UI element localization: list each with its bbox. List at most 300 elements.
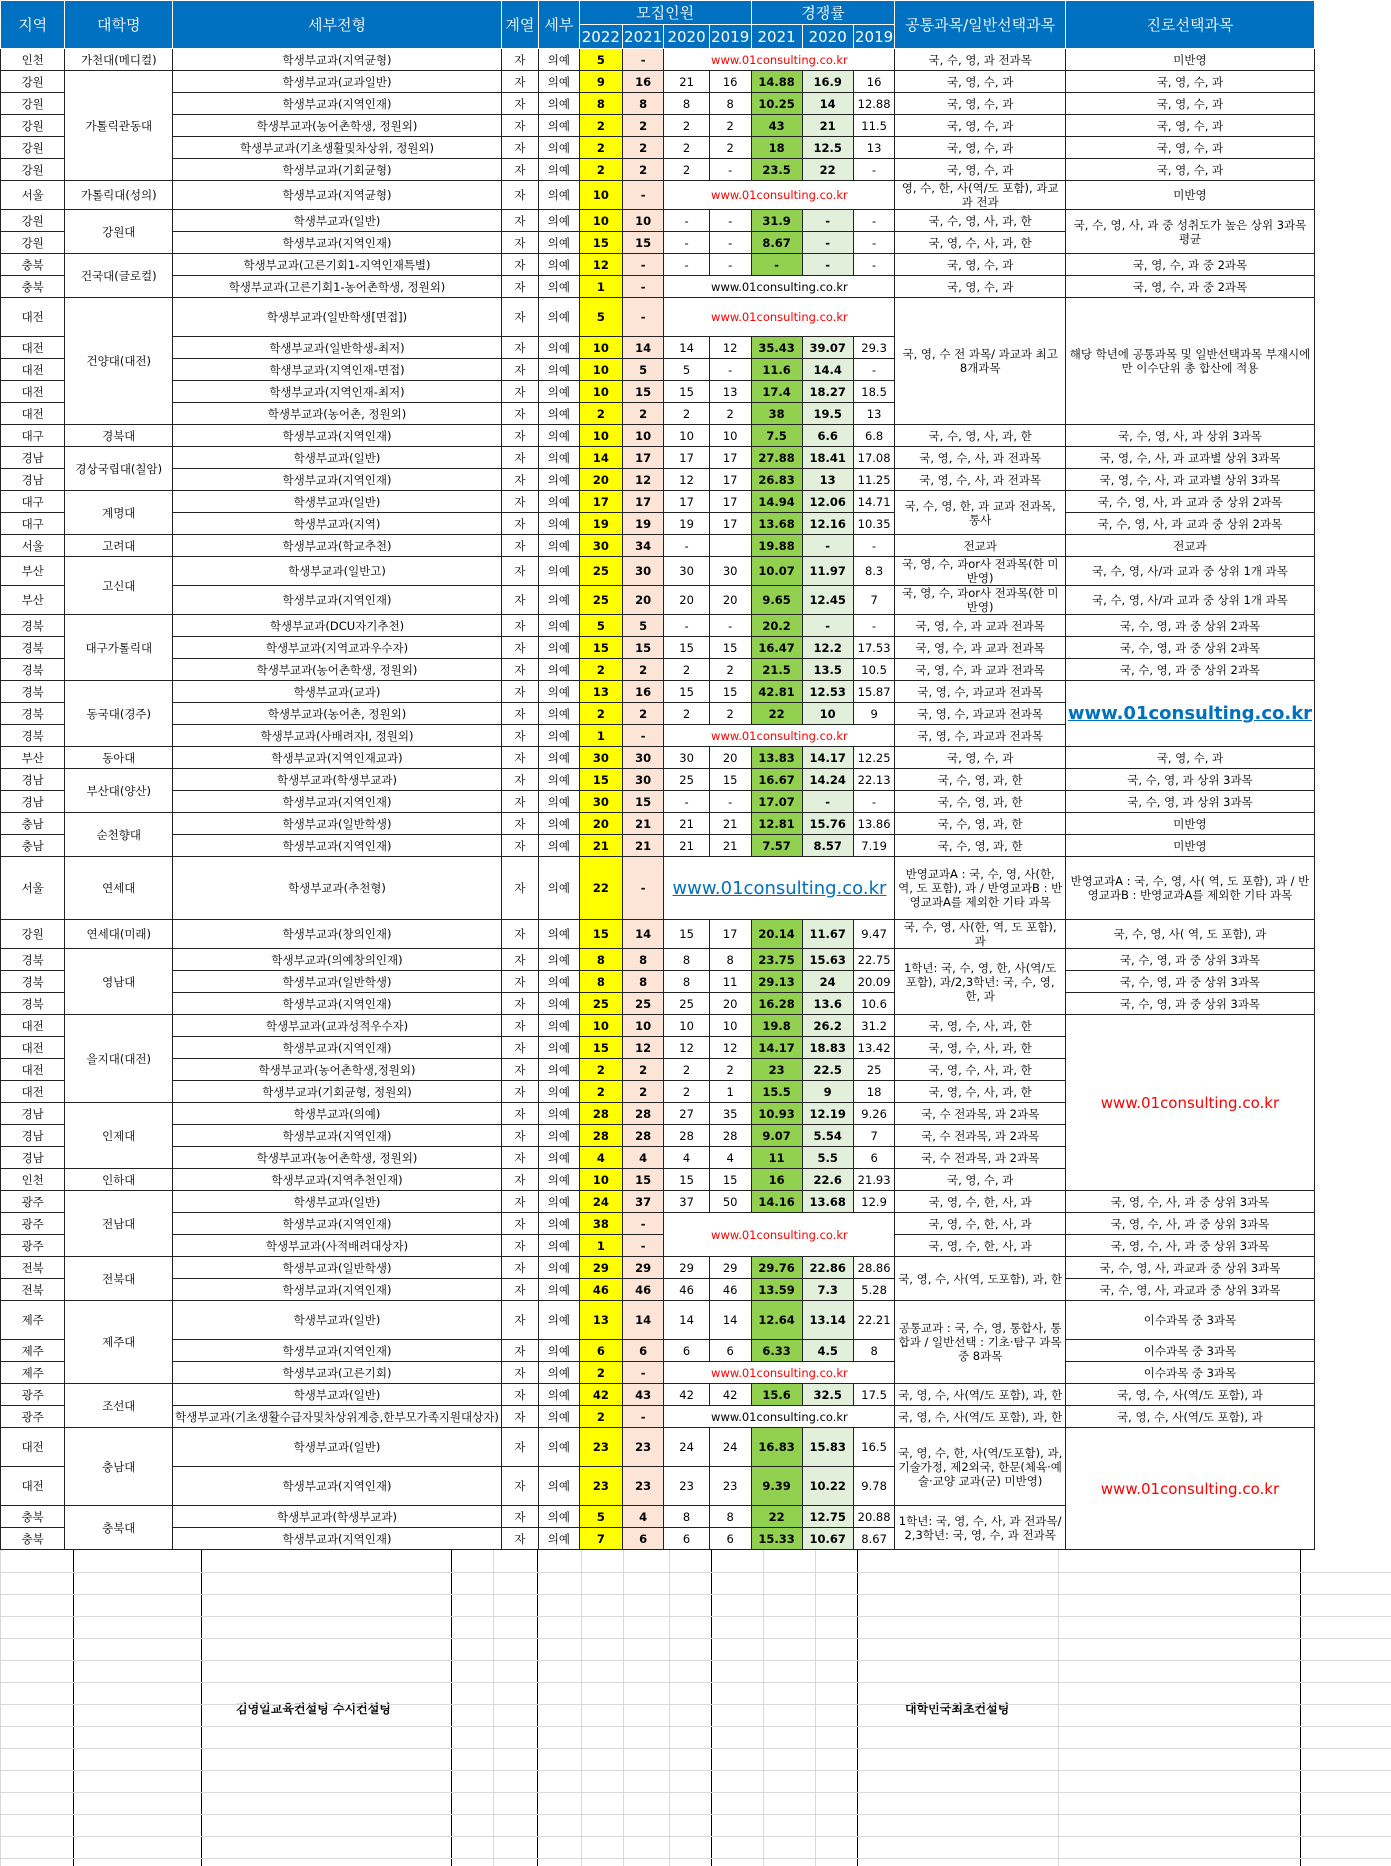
sub-cell[interactable]: 의예 xyxy=(538,1235,579,1257)
quota-2020-cell[interactable]: 21 xyxy=(664,835,709,857)
comp-2019-cell[interactable]: 16.5 xyxy=(853,1428,895,1467)
sub-cell[interactable]: 의예 xyxy=(538,137,579,159)
region-cell[interactable]: 광주 xyxy=(1,1384,65,1406)
comp-2021-cell[interactable]: 10.25 xyxy=(751,93,802,115)
quota-2020-cell[interactable]: 4 xyxy=(664,1147,709,1169)
detail-cell[interactable]: 학생부교과(사배려자Ⅰ, 정원외) xyxy=(173,725,502,747)
track-cell[interactable]: 자 xyxy=(501,659,538,681)
quota-2021-cell[interactable]: 6 xyxy=(622,1528,663,1550)
region-cell[interactable]: 대전 xyxy=(1,1037,65,1059)
quota-2021-cell[interactable]: 5 xyxy=(622,615,663,637)
comp-2019-cell[interactable]: 28.86 xyxy=(853,1257,895,1279)
sub-cell[interactable]: 의예 xyxy=(538,337,579,359)
comp-2019-cell[interactable]: 9 xyxy=(853,703,895,725)
quota-2021-cell[interactable]: 4 xyxy=(622,1147,663,1169)
region-cell[interactable]: 경남 xyxy=(1,447,65,469)
track-cell[interactable]: 자 xyxy=(501,1059,538,1081)
quota-2020-cell[interactable]: - xyxy=(664,210,709,232)
comp-2019-cell[interactable]: - xyxy=(853,232,895,254)
quota-2020-cell[interactable]: 2 xyxy=(664,403,709,425)
career-subject-cell[interactable]: 국, 영, 수, 과 xyxy=(1065,137,1314,159)
detail-cell[interactable]: 학생부교과(일반학생[면접]) xyxy=(173,298,502,337)
detail-cell[interactable]: 학생부교과(학생부교과) xyxy=(173,1506,502,1528)
quota-2021-cell[interactable]: 23 xyxy=(622,1428,663,1467)
common-subject-cell[interactable]: 국, 영, 수, 사(역, 도포함), 과, 한 xyxy=(895,1257,1065,1301)
quota-2020-cell[interactable]: 12 xyxy=(664,469,709,491)
comp-2019-cell[interactable]: 9.78 xyxy=(853,1467,895,1506)
comp-2020-cell[interactable]: 13.68 xyxy=(802,1191,853,1213)
detail-cell[interactable]: 학생부교과(교과) xyxy=(173,681,502,703)
region-cell[interactable]: 제주 xyxy=(1,1340,65,1362)
quota-2022-cell[interactable]: 10 xyxy=(579,210,622,232)
quota-2021-cell[interactable]: 14 xyxy=(622,920,663,949)
comp-2021-cell[interactable]: 14.94 xyxy=(751,491,802,513)
detail-cell[interactable]: 학생부교과(창의인재) xyxy=(173,920,502,949)
comp-2019-cell[interactable]: 21.93 xyxy=(853,1169,895,1191)
quota-2022-cell[interactable]: 30 xyxy=(579,747,622,769)
comp-2019-cell[interactable]: 12.9 xyxy=(853,1191,895,1213)
region-cell[interactable]: 전북 xyxy=(1,1257,65,1279)
univ-cell[interactable]: 동아대 xyxy=(65,747,173,769)
quota-2020-cell[interactable]: 14 xyxy=(664,1301,709,1340)
track-cell[interactable]: 자 xyxy=(501,1301,538,1340)
quota-2022-cell[interactable]: 9 xyxy=(579,71,622,93)
common-subject-cell[interactable]: 국, 수, 영, 과, 한 xyxy=(895,835,1065,857)
detail-cell[interactable]: 학생부교과(지역인재) xyxy=(173,586,502,615)
detail-cell[interactable]: 학생부교과(교과성적우수자) xyxy=(173,1015,502,1037)
comp-2019-cell[interactable]: 18 xyxy=(853,1081,895,1103)
track-cell[interactable]: 자 xyxy=(501,276,538,298)
comp-2019-cell[interactable]: 9.26 xyxy=(853,1103,895,1125)
track-cell[interactable]: 자 xyxy=(501,1125,538,1147)
quota-2020-cell[interactable]: 2 xyxy=(664,137,709,159)
quota-2020-cell[interactable]: 15 xyxy=(664,681,709,703)
sub-cell[interactable]: 의예 xyxy=(538,813,579,835)
quota-2021-cell[interactable]: 8 xyxy=(622,949,663,971)
quota-2019-cell[interactable]: 2 xyxy=(709,703,751,725)
region-cell[interactable]: 충북 xyxy=(1,1528,65,1550)
quota-2022-cell[interactable]: 10 xyxy=(579,181,622,210)
career-subject-cell[interactable]: 국, 수, 영, 사, 과교과 중 상위 3과목 xyxy=(1065,1257,1314,1279)
region-cell[interactable]: 대전 xyxy=(1,1081,65,1103)
comp-2020-cell[interactable]: 10.67 xyxy=(802,1528,853,1550)
quota-2021-cell[interactable]: 25 xyxy=(622,993,663,1015)
quota-2022-cell[interactable]: 46 xyxy=(579,1279,622,1301)
comp-2020-cell[interactable]: 22 xyxy=(802,159,853,181)
region-cell[interactable]: 충북 xyxy=(1,254,65,276)
career-subject-cell[interactable]: 미반영 xyxy=(1065,813,1314,835)
quota-2019-cell[interactable]: - xyxy=(709,791,751,813)
detail-cell[interactable]: 학생부교과(지역균형) xyxy=(173,181,502,210)
quota-2019-cell[interactable]: 2 xyxy=(709,137,751,159)
detail-cell[interactable]: 학생부교과(농어촌학생, 정원외) xyxy=(173,659,502,681)
sub-cell[interactable]: 의예 xyxy=(538,1213,579,1235)
quota-2021-cell[interactable]: - xyxy=(622,49,663,71)
detail-cell[interactable]: 학생부교과(지역인재) xyxy=(173,1279,502,1301)
quota-2021-cell[interactable]: 30 xyxy=(622,769,663,791)
comp-2021-cell[interactable]: 20.14 xyxy=(751,920,802,949)
quota-2022-cell[interactable]: 10 xyxy=(579,337,622,359)
career-subject-cell[interactable]: 국, 수, 영, 과 중 상위 2과목 xyxy=(1065,615,1314,637)
track-cell[interactable]: 자 xyxy=(501,1362,538,1384)
career-subject-cell[interactable]: 국, 영, 수, 과 xyxy=(1065,159,1314,181)
univ-cell[interactable]: 영남대 xyxy=(65,949,173,1015)
detail-cell[interactable]: 학생부교과(일반학생) xyxy=(173,813,502,835)
quota-2022-cell[interactable]: 25 xyxy=(579,586,622,615)
quota-2020-cell[interactable]: 12 xyxy=(664,1037,709,1059)
comp-2019-cell[interactable]: 25 xyxy=(853,1059,895,1081)
univ-cell[interactable]: 고려대 xyxy=(65,535,173,557)
quota-2020-cell[interactable]: 8 xyxy=(664,949,709,971)
detail-cell[interactable]: 학생부교과(지역교과우수자) xyxy=(173,637,502,659)
sub-cell[interactable]: 의예 xyxy=(538,1257,579,1279)
quota-2020-cell[interactable]: 42 xyxy=(664,1384,709,1406)
quota-2019-cell[interactable]: 17 xyxy=(709,447,751,469)
quota-2022-cell[interactable]: 19 xyxy=(579,513,622,535)
region-cell[interactable]: 대전 xyxy=(1,381,65,403)
quota-2019-cell[interactable]: 46 xyxy=(709,1279,751,1301)
quota-2020-cell[interactable]: 6 xyxy=(664,1340,709,1362)
univ-cell[interactable]: 계명대 xyxy=(65,491,173,535)
comp-2019-cell[interactable]: 7 xyxy=(853,1125,895,1147)
quota-2021-cell[interactable]: 20 xyxy=(622,586,663,615)
sub-cell[interactable]: 의예 xyxy=(538,920,579,949)
univ-cell[interactable]: 제주대 xyxy=(65,1301,173,1384)
detail-cell[interactable]: 학생부교과(지역인재) xyxy=(173,791,502,813)
quota-2021-cell[interactable]: 2 xyxy=(622,159,663,181)
career-subject-cell[interactable]: 국, 수, 영, 과 중 상위 3과목 xyxy=(1065,949,1314,971)
career-subject-cell[interactable]: 국, 영, 수, 과 xyxy=(1065,115,1314,137)
sub-cell[interactable]: 의예 xyxy=(538,835,579,857)
detail-cell[interactable]: 학생부교과(지역인재) xyxy=(173,1340,502,1362)
track-cell[interactable]: 자 xyxy=(501,1384,538,1406)
sub-cell[interactable]: 의예 xyxy=(538,659,579,681)
quota-2019-cell[interactable] xyxy=(709,535,751,557)
track-cell[interactable]: 자 xyxy=(501,115,538,137)
career-subject-cell[interactable]: 국, 영, 수, 사(역/도 포함), 과 xyxy=(1065,1406,1314,1428)
comp-2019-cell[interactable]: - xyxy=(853,535,895,557)
watermark-link[interactable]: www.01consulting.co.kr xyxy=(664,725,895,747)
career-subject-cell[interactable]: 미반영 xyxy=(1065,181,1314,210)
quota-2021-cell[interactable]: 4 xyxy=(622,1506,663,1528)
detail-cell[interactable]: 학생부교과(지역인재) xyxy=(173,1528,502,1550)
common-subject-cell[interactable]: 국, 수, 영, 과, 한 xyxy=(895,791,1065,813)
comp-2020-cell[interactable]: 16.9 xyxy=(802,71,853,93)
quota-2022-cell[interactable]: 29 xyxy=(579,1257,622,1279)
sub-cell[interactable]: 의예 xyxy=(538,769,579,791)
quota-2019-cell[interactable]: 29 xyxy=(709,1257,751,1279)
common-subject-cell[interactable]: 국, 영, 수, 한, 사, 과 xyxy=(895,1213,1065,1235)
sub-cell[interactable]: 의예 xyxy=(538,586,579,615)
track-cell[interactable]: 자 xyxy=(501,1506,538,1528)
detail-cell[interactable]: 학생부교과(일반학생) xyxy=(173,1257,502,1279)
career-subject-cell[interactable]: 국, 영, 수, 과 중 2과목 xyxy=(1065,254,1314,276)
career-subject-cell[interactable]: 국, 영, 수, 사, 과 교과별 상위 3과목 xyxy=(1065,469,1314,491)
career-subject-cell[interactable]: 이수과목 중 3과목 xyxy=(1065,1340,1314,1362)
comp-2019-cell[interactable]: 13.42 xyxy=(853,1037,895,1059)
sub-cell[interactable]: 의예 xyxy=(538,1467,579,1506)
track-cell[interactable]: 자 xyxy=(501,857,538,920)
comp-2021-cell[interactable]: 8.67 xyxy=(751,232,802,254)
comp-2020-cell[interactable]: 26.2 xyxy=(802,1015,853,1037)
quota-2021-cell[interactable]: 15 xyxy=(622,637,663,659)
track-cell[interactable]: 자 xyxy=(501,403,538,425)
quota-2019-cell[interactable]: 6 xyxy=(709,1528,751,1550)
comp-2021-cell[interactable]: 38 xyxy=(751,403,802,425)
quota-2021-cell[interactable]: 21 xyxy=(622,835,663,857)
comp-2021-cell[interactable]: 17.4 xyxy=(751,381,802,403)
univ-cell[interactable]: 경상국립대(칠암) xyxy=(65,447,173,491)
comp-2019-cell[interactable]: 31.2 xyxy=(853,1015,895,1037)
quota-2020-cell[interactable]: 19 xyxy=(664,513,709,535)
comp-2019-cell[interactable]: 29.3 xyxy=(853,337,895,359)
comp-2021-cell[interactable]: 13.59 xyxy=(751,1279,802,1301)
track-cell[interactable]: 자 xyxy=(501,1103,538,1125)
track-cell[interactable]: 자 xyxy=(501,1015,538,1037)
comp-2020-cell[interactable]: 13.14 xyxy=(802,1301,853,1340)
common-subject-cell[interactable]: 국, 영, 수, 사, 과, 한 xyxy=(895,232,1065,254)
common-subject-cell[interactable]: 국, 영, 수, 과 교과 전과목 xyxy=(895,637,1065,659)
comp-2020-cell[interactable]: 12.06 xyxy=(802,491,853,513)
track-cell[interactable]: 자 xyxy=(501,1467,538,1506)
track-cell[interactable]: 자 xyxy=(501,298,538,337)
sub-cell[interactable]: 의예 xyxy=(538,1103,579,1125)
quota-2021-cell[interactable]: - xyxy=(622,276,663,298)
quota-2019-cell[interactable]: 6 xyxy=(709,1340,751,1362)
comp-2021-cell[interactable]: 42.81 xyxy=(751,681,802,703)
common-subject-cell[interactable]: 공통교과 : 국, 수, 영, 통합사, 통합과 / 일반선택 : 기초·탐구 과목 중 8과목 xyxy=(895,1301,1065,1384)
common-subject-cell[interactable]: 국, 영, 수, 과 xyxy=(895,1169,1065,1191)
univ-cell[interactable]: 동국대(경주) xyxy=(65,681,173,747)
detail-cell[interactable]: 학생부교과(지역인재-면접) xyxy=(173,359,502,381)
detail-cell[interactable]: 학생부교과(지역인재) xyxy=(173,1467,502,1506)
quota-2022-cell[interactable]: 15 xyxy=(579,232,622,254)
watermark-link[interactable]: www.01consulting.co.kr xyxy=(664,298,895,337)
sub-cell[interactable]: 의예 xyxy=(538,1301,579,1340)
quota-2021-cell[interactable]: 5 xyxy=(622,359,663,381)
track-cell[interactable]: 자 xyxy=(501,93,538,115)
comp-2019-cell[interactable]: - xyxy=(853,159,895,181)
detail-cell[interactable]: 학생부교과(지역인재) xyxy=(173,232,502,254)
comp-2019-cell[interactable]: 13 xyxy=(853,137,895,159)
comp-2020-cell[interactable]: 4.5 xyxy=(802,1340,853,1362)
comp-2021-cell[interactable]: 15.6 xyxy=(751,1384,802,1406)
region-cell[interactable]: 광주 xyxy=(1,1213,65,1235)
comp-2019-cell[interactable]: 10.35 xyxy=(853,513,895,535)
common-subject-cell[interactable]: 국, 수, 영, 과 전과목 xyxy=(895,49,1065,71)
sub-cell[interactable]: 의예 xyxy=(538,1169,579,1191)
quota-2020-cell[interactable]: 14 xyxy=(664,337,709,359)
univ-cell[interactable]: 전북대 xyxy=(65,1257,173,1301)
detail-cell[interactable]: 학생부교과(지역인재) xyxy=(173,835,502,857)
region-cell[interactable]: 충남 xyxy=(1,835,65,857)
quota-2019-cell[interactable]: 20 xyxy=(709,993,751,1015)
comp-2020-cell[interactable]: 12.45 xyxy=(802,586,853,615)
region-cell[interactable]: 부산 xyxy=(1,586,65,615)
sub-cell[interactable]: 의예 xyxy=(538,1125,579,1147)
comp-2021-cell[interactable]: 13.83 xyxy=(751,747,802,769)
quota-2021-cell[interactable]: 15 xyxy=(622,791,663,813)
sub-cell[interactable]: 의예 xyxy=(538,971,579,993)
sub-cell[interactable]: 의예 xyxy=(538,1528,579,1550)
quota-2019-cell[interactable]: - xyxy=(709,254,751,276)
track-cell[interactable]: 자 xyxy=(501,971,538,993)
quota-2022-cell[interactable]: 15 xyxy=(579,1037,622,1059)
quota-2022-cell[interactable]: 13 xyxy=(579,681,622,703)
detail-cell[interactable]: 학생부교과(농어촌학생, 정원외) xyxy=(173,115,502,137)
track-cell[interactable]: 자 xyxy=(501,425,538,447)
comp-2020-cell[interactable]: 5.5 xyxy=(802,1147,853,1169)
univ-cell[interactable]: 연세대(미래) xyxy=(65,920,173,949)
quota-2022-cell[interactable]: 2 xyxy=(579,137,622,159)
detail-cell[interactable]: 학생부교과(의예창의인재) xyxy=(173,949,502,971)
comp-2021-cell[interactable]: - xyxy=(751,254,802,276)
quota-2022-cell[interactable]: 1 xyxy=(579,725,622,747)
common-subject-cell[interactable]: 국, 영, 수, 과교과 전과목 xyxy=(895,681,1065,703)
common-subject-cell[interactable]: 국, 영, 수, 과 xyxy=(895,71,1065,93)
comp-2019-cell[interactable]: - xyxy=(853,615,895,637)
comp-2019-cell[interactable]: 10.6 xyxy=(853,993,895,1015)
career-subject-cell[interactable]: 국, 영, 수, 사(역/도 포함), 과 xyxy=(1065,1384,1314,1406)
sub-cell[interactable]: 의예 xyxy=(538,1279,579,1301)
region-cell[interactable]: 강원 xyxy=(1,210,65,232)
track-cell[interactable]: 자 xyxy=(501,181,538,210)
common-subject-cell[interactable]: 전교과 xyxy=(895,535,1065,557)
quota-2019-cell[interactable]: 12 xyxy=(709,1037,751,1059)
quota-2019-cell[interactable]: 21 xyxy=(709,835,751,857)
univ-cell[interactable]: 을지대(대전) xyxy=(65,1015,173,1103)
common-subject-cell[interactable]: 국, 영, 수, 과 xyxy=(895,747,1065,769)
track-cell[interactable]: 자 xyxy=(501,71,538,93)
comp-2020-cell[interactable]: - xyxy=(802,615,853,637)
comp-2021-cell[interactable]: 26.83 xyxy=(751,469,802,491)
sub-cell[interactable]: 의예 xyxy=(538,857,579,920)
comp-2021-cell[interactable]: 35.43 xyxy=(751,337,802,359)
region-cell[interactable]: 경북 xyxy=(1,681,65,703)
comp-2020-cell[interactable]: 12.53 xyxy=(802,681,853,703)
quota-2021-cell[interactable]: - xyxy=(622,725,663,747)
track-cell[interactable]: 자 xyxy=(501,359,538,381)
comp-2019-cell[interactable]: 18.5 xyxy=(853,381,895,403)
quota-2020-cell[interactable]: 15 xyxy=(664,381,709,403)
quota-2019-cell[interactable]: 42 xyxy=(709,1384,751,1406)
region-cell[interactable]: 서울 xyxy=(1,181,65,210)
quota-2022-cell[interactable]: 10 xyxy=(579,1169,622,1191)
quota-2019-cell[interactable]: 21 xyxy=(709,813,751,835)
track-cell[interactable]: 자 xyxy=(501,949,538,971)
univ-cell[interactable]: 건양대(대전) xyxy=(65,298,173,425)
quota-2020-cell[interactable]: 2 xyxy=(664,1059,709,1081)
comp-2020-cell[interactable]: 15.63 xyxy=(802,949,853,971)
quota-2022-cell[interactable]: 2 xyxy=(579,659,622,681)
comp-2020-cell[interactable]: 22.6 xyxy=(802,1169,853,1191)
quota-2021-cell[interactable]: 16 xyxy=(622,71,663,93)
detail-cell[interactable]: 학생부교과(농어촌학생,정원외) xyxy=(173,1059,502,1081)
common-subject-cell[interactable]: 반영교과A : 국, 수, 영, 사(한, 역, 도 포함), 과 / 반영교과B : 반영교과A를 제외한 기타 과목 xyxy=(895,857,1065,920)
comp-2020-cell[interactable]: 12.75 xyxy=(802,1506,853,1528)
comp-2021-cell[interactable]: 14.17 xyxy=(751,1037,802,1059)
track-cell[interactable]: 자 xyxy=(501,1279,538,1301)
career-subject-cell[interactable]: 국, 수, 영, 사, 과교과 중 상위 3과목 xyxy=(1065,1279,1314,1301)
sub-cell[interactable]: 의예 xyxy=(538,159,579,181)
comp-2021-cell[interactable]: 9.39 xyxy=(751,1467,802,1506)
common-subject-cell[interactable]: 국, 수, 영, 한, 과 교과 전과목, 통사 xyxy=(895,491,1065,535)
quota-2020-cell[interactable]: 37 xyxy=(664,1191,709,1213)
detail-cell[interactable]: 학생부교과(지역) xyxy=(173,513,502,535)
region-cell[interactable]: 서울 xyxy=(1,535,65,557)
comp-2019-cell[interactable]: 17.53 xyxy=(853,637,895,659)
sub-cell[interactable]: 의예 xyxy=(538,181,579,210)
detail-cell[interactable]: 학생부교과(일반) xyxy=(173,1191,502,1213)
detail-cell[interactable]: 학생부교과(지역추천인재) xyxy=(173,1169,502,1191)
region-cell[interactable]: 대전 xyxy=(1,359,65,381)
comp-2021-cell[interactable]: 10.07 xyxy=(751,557,802,586)
region-cell[interactable]: 대구 xyxy=(1,491,65,513)
quota-2022-cell[interactable]: 38 xyxy=(579,1213,622,1235)
quota-2019-cell[interactable]: 13 xyxy=(709,381,751,403)
quota-2022-cell[interactable]: 20 xyxy=(579,469,622,491)
comp-2021-cell[interactable]: 14.16 xyxy=(751,1191,802,1213)
common-subject-cell[interactable]: 국, 수, 영, 과, 한 xyxy=(895,813,1065,835)
track-cell[interactable]: 자 xyxy=(501,791,538,813)
detail-cell[interactable]: 학생부교과(일반고) xyxy=(173,557,502,586)
comp-2021-cell[interactable]: 23.5 xyxy=(751,159,802,181)
region-cell[interactable]: 대전 xyxy=(1,1015,65,1037)
sub-cell[interactable]: 의예 xyxy=(538,403,579,425)
comp-2020-cell[interactable]: 18.41 xyxy=(802,447,853,469)
comp-2019-cell[interactable]: 13.86 xyxy=(853,813,895,835)
comp-2019-cell[interactable]: 22.75 xyxy=(853,949,895,971)
sub-cell[interactable]: 의예 xyxy=(538,725,579,747)
track-cell[interactable]: 자 xyxy=(501,381,538,403)
comp-2021-cell[interactable]: 16 xyxy=(751,1169,802,1191)
comp-2019-cell[interactable]: 7.19 xyxy=(853,835,895,857)
quota-2019-cell[interactable]: 15 xyxy=(709,769,751,791)
comp-2021-cell[interactable]: 12.81 xyxy=(751,813,802,835)
detail-cell[interactable]: 학생부교과(학생부교과) xyxy=(173,769,502,791)
univ-cell[interactable]: 인하대 xyxy=(65,1169,173,1191)
quota-2021-cell[interactable]: 10 xyxy=(622,1015,663,1037)
quota-2019-cell[interactable]: 2 xyxy=(709,403,751,425)
detail-cell[interactable]: 학생부교과(기회균형, 정원외) xyxy=(173,1081,502,1103)
quota-2019-cell[interactable]: 10 xyxy=(709,425,751,447)
track-cell[interactable]: 자 xyxy=(501,535,538,557)
comp-2020-cell[interactable]: 32.5 xyxy=(802,1384,853,1406)
region-cell[interactable]: 전북 xyxy=(1,1279,65,1301)
quota-2020-cell[interactable]: - xyxy=(664,615,709,637)
watermark-link[interactable]: www.01consulting.co.kr xyxy=(664,1406,895,1428)
region-cell[interactable]: 광주 xyxy=(1,1406,65,1428)
career-subject-cell[interactable]: 국, 수, 영, 과 중 상위 3과목 xyxy=(1065,971,1314,993)
detail-cell[interactable]: 학생부교과(일반) xyxy=(173,210,502,232)
comp-2021-cell[interactable]: 22 xyxy=(751,1506,802,1528)
quota-2020-cell[interactable]: 15 xyxy=(664,637,709,659)
detail-cell[interactable]: 학생부교과(학교추천) xyxy=(173,535,502,557)
quota-2022-cell[interactable]: 25 xyxy=(579,557,622,586)
univ-cell[interactable]: 가톨릭관동대 xyxy=(65,71,173,181)
track-cell[interactable]: 자 xyxy=(501,835,538,857)
comp-2019-cell[interactable]: - xyxy=(853,359,895,381)
comp-2019-cell[interactable]: 13 xyxy=(853,403,895,425)
comp-2020-cell[interactable]: 5.54 xyxy=(802,1125,853,1147)
quota-2022-cell[interactable]: 5 xyxy=(579,49,622,71)
region-cell[interactable]: 경남 xyxy=(1,1147,65,1169)
quota-2020-cell[interactable]: 6 xyxy=(664,1528,709,1550)
quota-2021-cell[interactable]: - xyxy=(622,1235,663,1257)
comp-2020-cell[interactable]: 21 xyxy=(802,115,853,137)
comp-2019-cell[interactable]: 12.25 xyxy=(853,747,895,769)
comp-2019-cell[interactable]: 12.88 xyxy=(853,93,895,115)
